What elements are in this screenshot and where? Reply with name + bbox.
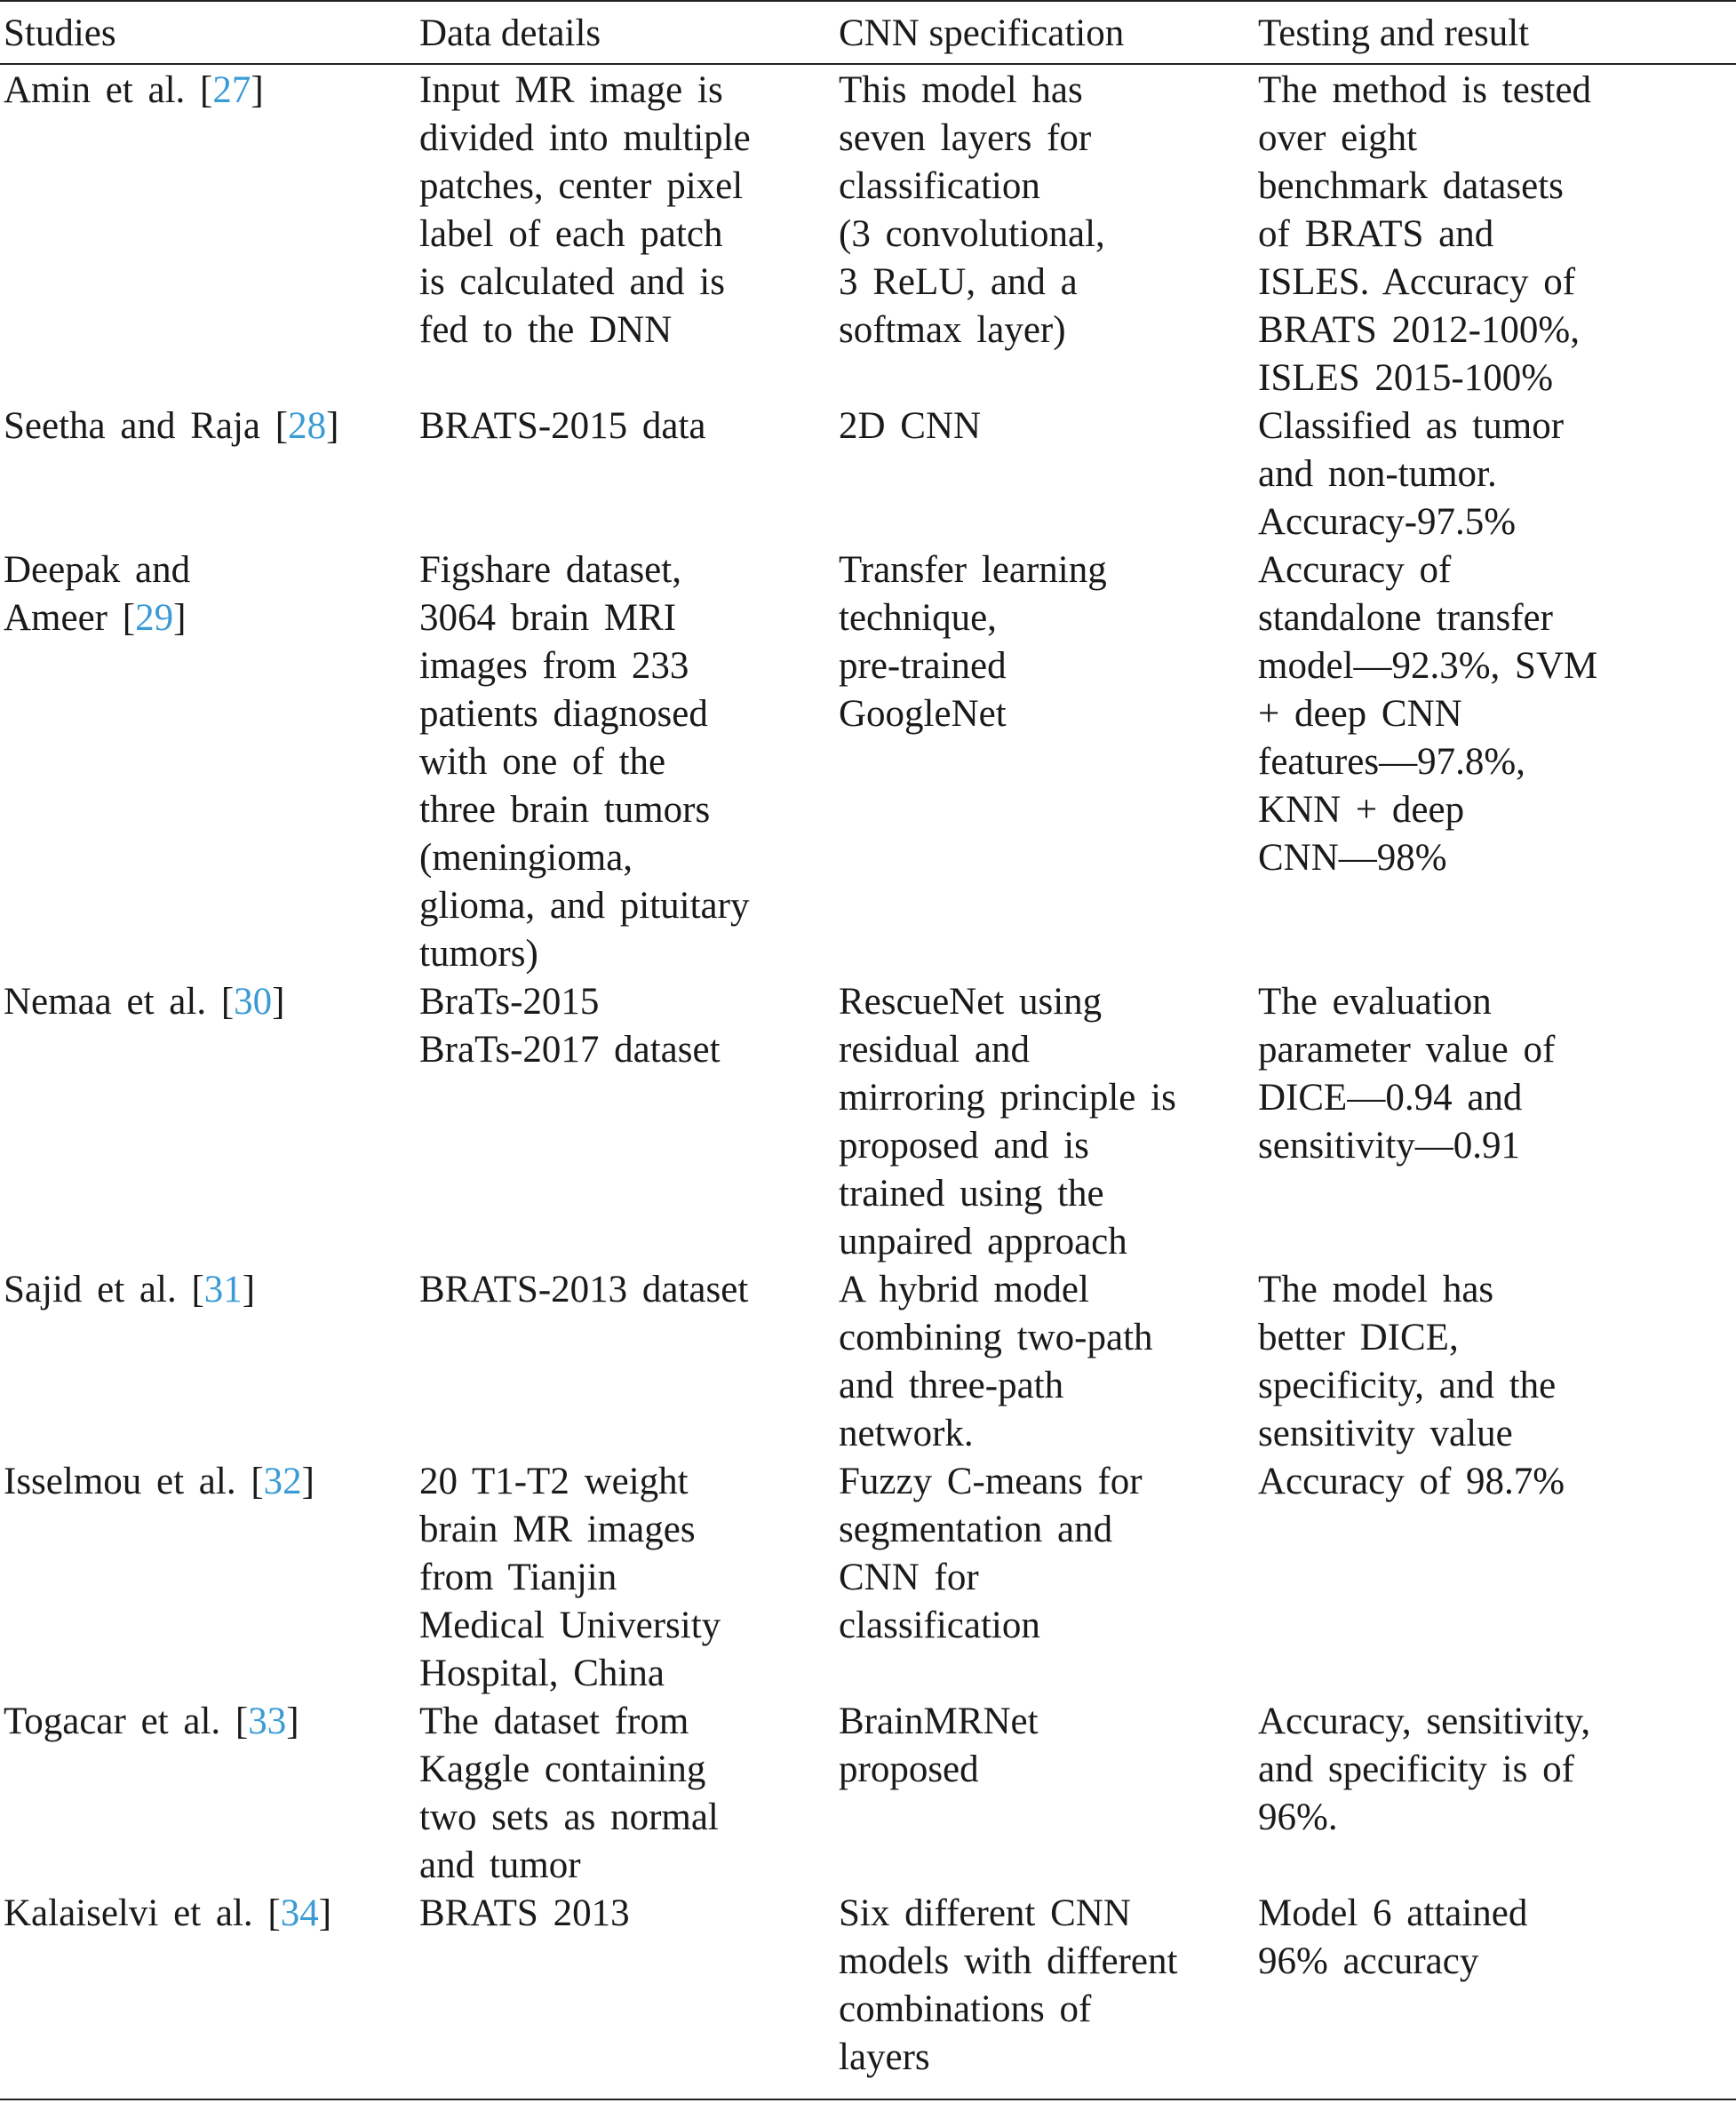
cell-text-line: Fuzzy C-means for xyxy=(839,1461,1143,1502)
cell-text-line: with one of the xyxy=(419,741,666,783)
citation-link[interactable]: 33 xyxy=(248,1701,287,1742)
cell-text-line: DICE—0.94 and xyxy=(1258,1077,1523,1119)
cell-text-line: divided into multiple xyxy=(419,117,751,159)
cell-text-line: BraTs-2017 dataset xyxy=(419,1029,721,1071)
data-details-cell xyxy=(419,1890,839,2087)
cell-text-line: network. xyxy=(839,1413,974,1454)
cell-text-line: GoogleNet xyxy=(839,693,1007,735)
cell-text-line: BrainMRNet xyxy=(839,1701,1039,1742)
cnn-specification-cell xyxy=(839,546,1258,978)
cell-text-line: Accuracy-97.5% xyxy=(1258,501,1517,543)
cell-text-line: patches, center pixel xyxy=(419,165,744,207)
cell-text-line: classification xyxy=(839,1605,1040,1646)
ref-close-bracket: ] xyxy=(251,69,264,111)
ref-open-bracket: [ xyxy=(235,1701,249,1742)
table-row xyxy=(0,1458,1736,1698)
cell-text-line: and three-path xyxy=(839,1365,1064,1406)
cell-text-line: is calculated and is xyxy=(419,261,725,303)
study-name-line xyxy=(4,1890,419,1938)
data-details-cell xyxy=(419,1458,839,1698)
header-cnn-specification: CNN specification xyxy=(839,1,1258,64)
data-details-cell xyxy=(419,64,839,402)
ref-open-bracket: [ xyxy=(267,1892,281,1934)
study-name: Kalaiselvi et al. xyxy=(4,1892,268,1934)
cell-text-line: classification xyxy=(839,165,1040,207)
citation-link[interactable]: 28 xyxy=(288,405,327,447)
cell-text-line: brain MR images xyxy=(419,1509,696,1550)
cell-text-line: model—92.3%, SVM xyxy=(1258,645,1598,687)
cnn-specification-cell xyxy=(839,1698,1258,1890)
cell-text-line: and non-tumor. xyxy=(1258,453,1497,495)
cell-text-line: Model 6 attained xyxy=(1258,1892,1528,1934)
ref-open-bracket: [ xyxy=(251,1461,264,1502)
study-name: Sajid et al. xyxy=(4,1269,192,1310)
study-name-line xyxy=(4,1458,419,1506)
testing-result-cell xyxy=(1258,1698,1736,1890)
cell-text-line: BRATS-2013 dataset xyxy=(419,1269,749,1310)
testing-result-cell xyxy=(1258,978,1736,1266)
header-data-details: Data details xyxy=(419,1,839,64)
cell-text-line: Accuracy of xyxy=(1258,549,1452,591)
testing-result-cell xyxy=(1258,1266,1736,1458)
cell-text-line: The model has xyxy=(1258,1269,1494,1310)
ref-close-bracket: ] xyxy=(286,1701,299,1742)
cell-text-line: proposed and is xyxy=(839,1125,1089,1167)
cell-text-line: 96% accuracy xyxy=(1258,1940,1479,1982)
cell-text-line: (meningioma, xyxy=(419,837,633,879)
ref-close-bracket: ] xyxy=(173,597,187,639)
study-name: Nemaa et al. xyxy=(4,981,221,1023)
data-details-cell xyxy=(419,402,839,546)
data-details-cell xyxy=(419,1698,839,1890)
cell-text-line: combinations of xyxy=(839,1988,1092,2030)
table-row xyxy=(0,402,1736,546)
cell-text-line: Hospital, China xyxy=(419,1653,665,1694)
ref-close-bracket: ] xyxy=(272,981,285,1023)
cell-text-line: patients diagnosed xyxy=(419,693,708,735)
cell-text-line: Figshare dataset, xyxy=(419,549,681,591)
header-studies: Studies xyxy=(0,1,419,64)
study-name-line xyxy=(4,1698,419,1746)
ref-open-bracket: [ xyxy=(220,981,235,1023)
cell-text-line: models with different xyxy=(839,1940,1178,1982)
cell-text-line: 3 ReLU, and a xyxy=(839,261,1078,303)
data-details-cell xyxy=(419,546,839,978)
ref-open-bracket: [ xyxy=(191,1269,204,1310)
cell-text-line: and specificity is of xyxy=(1258,1749,1574,1790)
ref-open-bracket: [ xyxy=(200,69,213,111)
cell-text-line: ISLES 2015-100% xyxy=(1258,357,1554,399)
header-testing-and-result: Testing and result xyxy=(1258,1,1736,64)
study-cell xyxy=(0,64,419,402)
table-row xyxy=(0,546,1736,978)
study-name-line xyxy=(4,978,419,1026)
cell-text-line: softmax layer) xyxy=(839,309,1066,351)
cell-text-line: 20 T1-T2 weight xyxy=(419,1461,689,1502)
cell-text-line: residual and xyxy=(839,1029,1030,1071)
cell-text-line: sensitivity—0.91 xyxy=(1258,1125,1521,1167)
table-row xyxy=(0,64,1736,402)
ref-close-bracket: ] xyxy=(242,1269,256,1310)
cell-text-line: pre-trained xyxy=(839,645,1007,687)
cell-text-line: label of each patch xyxy=(419,213,723,255)
cell-text-line: better DICE, xyxy=(1258,1317,1459,1358)
testing-result-cell xyxy=(1258,402,1736,546)
cell-text-line: (3 convolutional, xyxy=(839,213,1105,255)
cell-text-line: This model has xyxy=(839,69,1083,111)
cell-text-line: parameter value of xyxy=(1258,1029,1556,1071)
table-row xyxy=(0,1266,1736,1458)
study-name-line xyxy=(4,594,419,642)
study-name-line xyxy=(4,402,419,450)
citation-link[interactable]: 34 xyxy=(280,1892,319,1934)
cell-text-line: Kaggle containing xyxy=(419,1749,706,1790)
data-details-cell xyxy=(419,978,839,1266)
ref-open-bracket: [ xyxy=(122,597,136,639)
citation-link[interactable]: 29 xyxy=(135,597,174,639)
cell-text-line: layers xyxy=(839,2036,930,2078)
table-header xyxy=(0,1,1736,64)
cell-text-line: RescueNet using xyxy=(839,981,1103,1023)
cell-text-line: from Tianjin xyxy=(419,1557,617,1598)
cell-text-line: technique, xyxy=(839,597,997,639)
study-cell xyxy=(0,1698,419,1890)
cnn-specification-cell xyxy=(839,402,1258,546)
cell-text-line: The dataset from xyxy=(419,1701,689,1742)
cell-text-line: Six different CNN xyxy=(839,1892,1131,1934)
cnn-specification-cell xyxy=(839,1890,1258,2087)
cell-text-line: tumors) xyxy=(419,933,538,975)
cell-text-line: Transfer learning xyxy=(839,549,1107,591)
cell-text-line: A hybrid model xyxy=(839,1269,1089,1310)
study-cell xyxy=(0,1266,419,1458)
testing-result-cell xyxy=(1258,1458,1736,1698)
cell-text-line: BraTs-2015 xyxy=(419,981,600,1023)
study-name-line xyxy=(4,67,419,115)
cell-text-line: images from 233 xyxy=(419,645,689,687)
cell-text-line: proposed xyxy=(839,1749,979,1790)
cell-text-line: 3064 brain MRI xyxy=(419,597,677,639)
cell-text-line: Input MR image is xyxy=(419,69,723,111)
cell-text-line: BRATS 2012-100%, xyxy=(1258,309,1580,351)
cell-text-line: + deep CNN xyxy=(1258,693,1462,735)
citation-link[interactable]: 31 xyxy=(203,1269,243,1310)
citation-link[interactable]: 30 xyxy=(234,981,273,1023)
testing-result-cell xyxy=(1258,546,1736,978)
cnn-specification-cell xyxy=(839,1266,1258,1458)
study-name: Deepak and xyxy=(4,549,191,591)
ref-open-bracket: [ xyxy=(275,405,289,447)
cell-text-line: combining two-path xyxy=(839,1317,1153,1358)
table-row xyxy=(0,1890,1736,2087)
cell-text-line: and tumor xyxy=(419,1844,581,1886)
cell-text-line: specificity, and the xyxy=(1258,1365,1557,1406)
cell-text-line: fed to the DNN xyxy=(419,309,673,351)
study-name: Seetha and Raja xyxy=(4,405,275,447)
cnn-specification-cell xyxy=(839,64,1258,402)
table-row xyxy=(0,1698,1736,1890)
table-body xyxy=(0,64,1736,2087)
study-cell xyxy=(0,1890,419,2087)
cell-text-line: seven layers for xyxy=(839,117,1092,159)
cell-text-line: features—97.8%, xyxy=(1258,741,1525,783)
table-bottom-rule xyxy=(0,2099,1736,2100)
cell-text-line: Accuracy, sensitivity, xyxy=(1258,1701,1591,1742)
testing-result-cell xyxy=(1258,1890,1736,2087)
cell-text-line: 96%. xyxy=(1258,1796,1338,1838)
study-cell xyxy=(0,402,419,546)
cell-text-line: of BRATS and xyxy=(1258,213,1494,255)
cell-text-line: segmentation and xyxy=(839,1509,1113,1550)
cell-text-line: ISLES. Accuracy of xyxy=(1258,261,1576,303)
cell-text-line: The evaluation xyxy=(1258,981,1492,1023)
header-row xyxy=(0,1,1736,64)
study-name-line xyxy=(4,1266,419,1314)
study-name: Amin et al. xyxy=(4,69,201,111)
study-cell xyxy=(0,1458,419,1698)
testing-result-cell xyxy=(1258,64,1736,402)
cell-text-line: CNN for xyxy=(839,1557,979,1598)
cell-text-line: three brain tumors xyxy=(419,789,711,831)
cell-text-line: KNN + deep xyxy=(1258,789,1465,831)
ref-close-bracket: ] xyxy=(318,1892,332,1934)
study-name: Isselmou et al. xyxy=(4,1461,251,1502)
study-name: Togacar et al. xyxy=(4,1701,235,1742)
study-name-line xyxy=(4,546,419,594)
ref-close-bracket: ] xyxy=(301,1461,315,1502)
cnn-specification-cell xyxy=(839,1458,1258,1698)
data-details-cell xyxy=(419,1266,839,1458)
cell-text-line: CNN—98% xyxy=(1258,837,1447,879)
cell-text-line: BRATS-2015 data xyxy=(419,405,706,447)
cell-text-line: Classified as tumor xyxy=(1258,405,1565,447)
cell-text-line: The method is tested xyxy=(1258,69,1592,111)
cell-text-line: standalone transfer xyxy=(1258,597,1553,639)
cell-text-line: 2D CNN xyxy=(839,405,982,447)
cell-text-line: Medical University xyxy=(419,1605,721,1646)
cnn-specification-cell xyxy=(839,978,1258,1266)
table-row xyxy=(0,978,1736,1266)
cell-text-line: two sets as normal xyxy=(419,1796,719,1838)
cell-text-line: BRATS 2013 xyxy=(419,1892,630,1934)
cell-text-line: mirroring principle is xyxy=(839,1077,1176,1119)
cell-text-line: unpaired approach xyxy=(839,1221,1127,1263)
study-name: Ameer xyxy=(4,597,123,639)
cell-text-line: over eight xyxy=(1258,117,1418,159)
ref-close-bracket: ] xyxy=(326,405,339,447)
citation-link[interactable]: 32 xyxy=(263,1461,302,1502)
cell-text-line: Accuracy of 98.7% xyxy=(1258,1461,1565,1502)
cell-text-line: glioma, and pituitary xyxy=(419,885,750,927)
cell-text-line: trained using the xyxy=(839,1173,1104,1215)
cell-text-line: benchmark datasets xyxy=(1258,165,1564,207)
study-cell xyxy=(0,546,419,978)
citation-link[interactable]: 27 xyxy=(212,69,251,111)
study-cell xyxy=(0,978,419,1266)
cell-text-line: sensitivity value xyxy=(1258,1413,1513,1454)
